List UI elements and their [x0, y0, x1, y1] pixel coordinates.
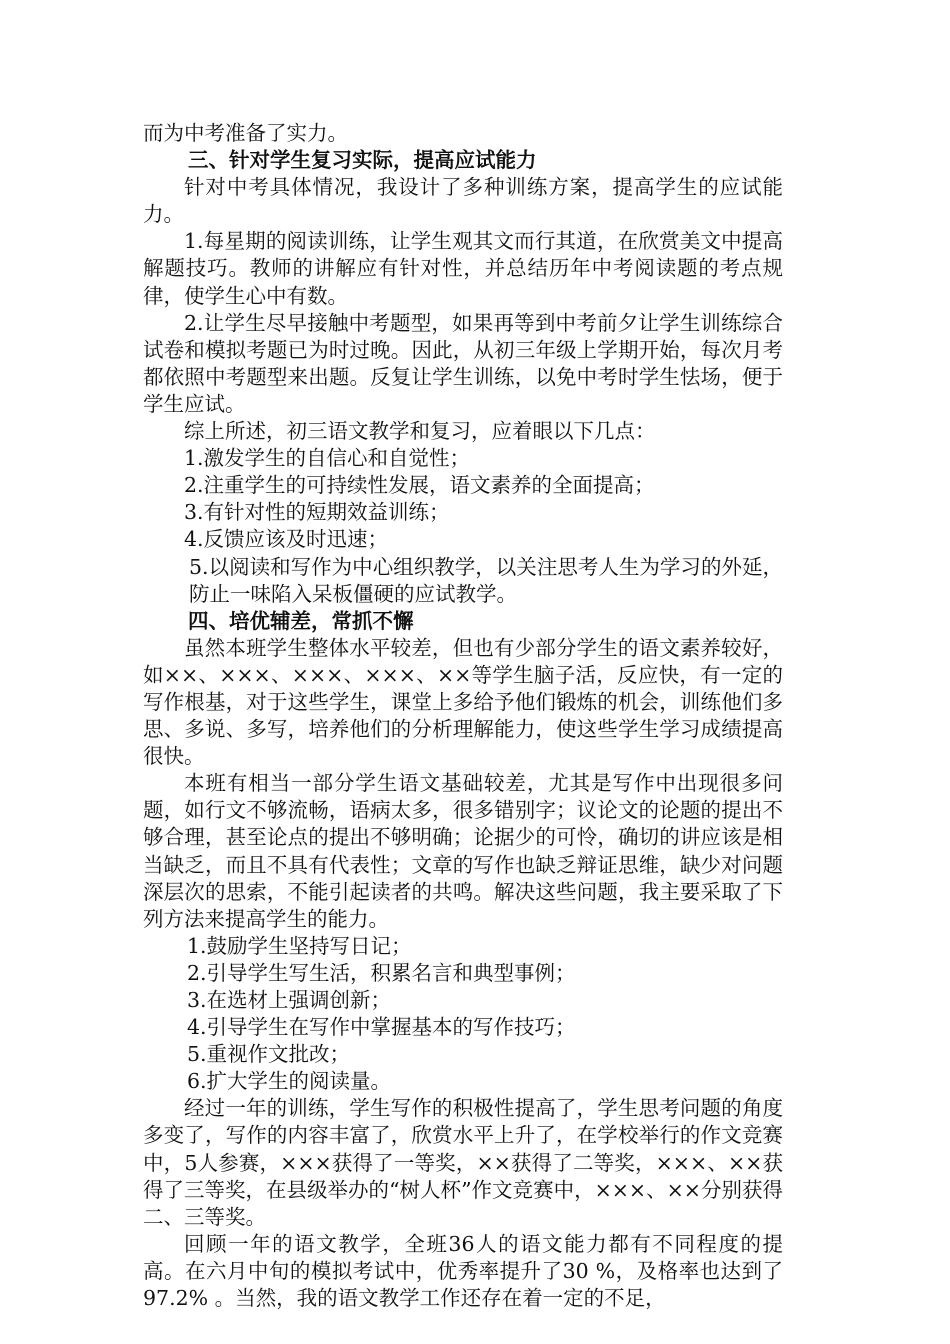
paragraph-continuation: 而为中考准备了实力。	[143, 121, 348, 145]
section-heading-3: 三、针对学生复习实际，提高应试能力	[188, 148, 537, 173]
list-item: 1.鼓励学生坚持写日记；	[187, 933, 412, 958]
paragraph: 回顾一年的语文教学，全班36人的语文能力都有不同程度的提高。在六月中旬的模拟考试中，优秀率提升了30 %，及格率也达到了97.2% 。当然，我的语文教学工作还存在着一定的不足，	[143, 1231, 783, 1311]
list-item: 2.注重学生的可持续性发展，语文素养的全面提高；	[184, 473, 655, 498]
document-body	[143, 120, 783, 1312]
list-item: 5.以阅读和写作为中心组织教学，以关注思考人生为学习的外延，防止一味陷入呆板僵硬的应试教学。	[189, 554, 783, 606]
list-item: 5.重视作文批改；	[187, 1042, 351, 1067]
list-item: 3.在选材上强调创新；	[187, 988, 392, 1012]
paragraph: 经过一年的训练，学生写作的积极性提高了，学生思考问题的角度多变了，写作的内容丰富了，欣赏水平上升了，在学校举行的作文竞赛中，5人参赛，×××获得了一等奖，××获得了二等奖，×××、××获得了三等奖，在县级举办的“树人杯”作文竞赛中，×××、××分别获得二、三等奖。	[143, 1096, 783, 1229]
paragraph: 综上所述，初三语文教学和复习，应着眼以下几点：	[184, 419, 656, 444]
paragraph: 2.让学生尽早接触中考题型，如果再等到中考前夕让学生训练综合试卷和模拟考题已为时过晚。因此，从初三年级上学期开始，每次月考都依照中考题型来出题。反复让学生训练，以免中考时学生怯场，便于学生应试。	[143, 310, 783, 416]
list-item: 6.扩大学生的阅读量。	[187, 1069, 392, 1094]
paragraph: 本班有相当一部分学生语文基础较差，尤其是写作中出现很多问题，如行文不够流畅，语病太多，很多错别字；议论文的论题的提出不够合理，甚至论点的提出不够明确；论据少的可怜，确切的讲应该是相当缺乏，而且不具有代表性；文章的写作也缺乏辩证思维，缺少对问题深层次的思索，不能引起读者的共鸣。解决这些问题，我主要采取了下列方法来提高学生的能力。	[143, 771, 783, 931]
list-item: 4.引导学生在写作中掌握基本的写作技巧；	[187, 1015, 576, 1040]
paragraph: 虽然本班学生整体水平较差，但也有少部分学生的语文素养较好，如××、×××、×××、×××、××等学生脑子活，反应快，有一定的写作根基，对于这些学生，课堂上多给予他们锻炼的机会，训练他们多思、多说、多写，培养他们的分析理解能力，使这些学生学习成绩提高很快。	[143, 635, 783, 769]
list-item: 1.激发学生的自信心和自觉性；	[184, 446, 471, 471]
list-item: 4.反馈应该及时迅速；	[184, 527, 389, 552]
list-item: 2.引导学生写生活，积累名言和典型事例；	[187, 960, 576, 985]
section-heading-4: 四、培优辅差，常抓不懈	[188, 608, 414, 633]
list-item: 3.有针对性的短期效益训练；	[184, 500, 450, 525]
paragraph: 1.每星期的阅读训练，让学生观其文而行其道，在欣赏美文中提高解题技巧。教师的讲解应有针对性，并总结历年中考阅读题的考点规律，使学生心中有数。	[143, 229, 783, 308]
paragraph: 针对中考具体情况，我设计了多种训练方案，提高学生的应试能力。	[143, 175, 783, 227]
